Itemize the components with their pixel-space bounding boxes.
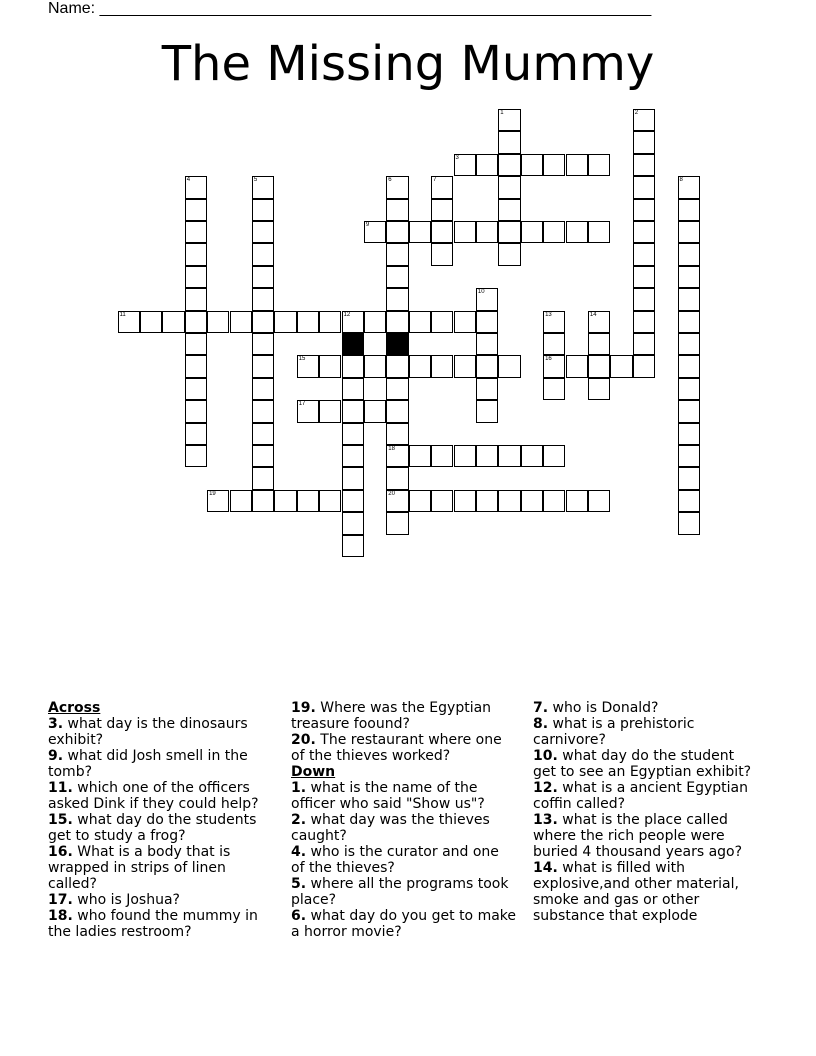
grid-cell[interactable] [431, 176, 453, 198]
grid-cell[interactable] [252, 490, 274, 512]
grid-cell[interactable] [678, 243, 700, 265]
grid-cell[interactable] [185, 333, 207, 355]
clue-number: 8. [533, 716, 549, 732]
clue-item [291, 844, 516, 876]
puzzle-title: The Missing Mummy [161, 36, 655, 92]
grid-cell[interactable] [588, 333, 610, 355]
grid-cell[interactable] [252, 311, 274, 333]
clue-item [533, 812, 758, 860]
clue-number: 14. [533, 860, 558, 876]
grid-cell[interactable] [386, 445, 408, 467]
grid-cell[interactable] [230, 311, 252, 333]
clue-item [291, 700, 516, 732]
grid-cell[interactable] [252, 176, 274, 198]
grid-cell[interactable] [364, 355, 386, 377]
clue-number: 5. [291, 876, 307, 892]
grid-cell[interactable] [476, 490, 498, 512]
grid-cell[interactable] [185, 243, 207, 265]
grid-cell[interactable] [498, 199, 520, 221]
grid-cell[interactable] [364, 400, 386, 422]
grid-cell[interactable] [409, 355, 431, 377]
grid-cell[interactable] [252, 199, 274, 221]
grid-cell[interactable] [678, 333, 700, 355]
grid-cell[interactable] [386, 311, 408, 333]
cell-number: 3 [455, 154, 459, 161]
clue-text: what is the place called where the rich people were buried 4 thousand years ago? [533, 812, 743, 860]
grid-cell[interactable] [498, 154, 520, 176]
grid-cell[interactable] [678, 512, 700, 534]
grid-cell[interactable] [454, 221, 476, 243]
clue-number: 7. [533, 700, 549, 716]
grid-cell[interactable] [543, 221, 565, 243]
grid-cell[interactable] [543, 154, 565, 176]
clue-item [291, 812, 516, 844]
clue-item [533, 700, 758, 716]
grid-cell[interactable] [252, 221, 274, 243]
grid-cell[interactable] [454, 445, 476, 467]
clue-item [48, 844, 273, 892]
grid-cell[interactable] [207, 311, 229, 333]
grid-cell[interactable] [521, 490, 543, 512]
grid-cell[interactable] [297, 490, 319, 512]
grid-cell[interactable] [588, 154, 610, 176]
clue-item [291, 876, 516, 908]
grid-cell[interactable] [678, 355, 700, 377]
grid-cell[interactable] [543, 378, 565, 400]
clue-item [48, 716, 273, 748]
cell-number: 4 [186, 177, 191, 184]
cell-number: 14 [589, 311, 597, 318]
black-cell [386, 333, 408, 355]
grid-cell[interactable] [185, 378, 207, 400]
grid-cell[interactable] [342, 445, 364, 467]
clue-item [48, 908, 273, 940]
grid-cell[interactable] [386, 288, 408, 310]
grid-cell[interactable] [297, 355, 319, 377]
grid-cell[interactable] [386, 490, 408, 512]
clue-number: 6. [291, 908, 307, 924]
grid-cell[interactable] [521, 445, 543, 467]
grid-cell[interactable] [476, 311, 498, 333]
clue-text: which one of the officers asked Dink if they could help? [48, 780, 259, 812]
clue-item [533, 860, 758, 924]
clue-number: 18. [48, 908, 73, 924]
grid-cell[interactable] [431, 199, 453, 221]
grid-cell[interactable] [252, 423, 274, 445]
grid-cell[interactable] [633, 221, 655, 243]
grid-cell[interactable] [678, 400, 700, 422]
grid-cell[interactable] [185, 221, 207, 243]
clue-number: 13. [533, 812, 558, 828]
grid-cell[interactable] [521, 154, 543, 176]
clue-text: who is Donald? [548, 700, 659, 716]
cell-number: 11 [119, 311, 126, 318]
cell-number: 2 [634, 110, 639, 116]
grid-cell[interactable] [409, 221, 431, 243]
grid-cell[interactable] [162, 311, 184, 333]
grid-cell[interactable] [274, 311, 296, 333]
grid-cell[interactable] [543, 311, 565, 333]
grid-cell[interactable] [678, 423, 700, 445]
cell-number: 6 [388, 177, 392, 184]
grid-cell[interactable] [252, 400, 274, 422]
clue-text: what is filled with explosive,and other material, smoke and gas or other substance that explode [533, 860, 739, 924]
clue-number: 16. [48, 844, 73, 860]
cell-number: 9 [365, 222, 370, 228]
clue-item [533, 748, 758, 780]
grid-cell[interactable] [498, 355, 520, 377]
grid-cell[interactable] [588, 378, 610, 400]
name-line: Name: ______________________________________________________________ [48, 0, 652, 17]
clue-number: 2. [291, 812, 307, 828]
grid-cell[interactable] [364, 311, 386, 333]
grid-cell[interactable] [185, 445, 207, 467]
grid-cell[interactable] [185, 176, 207, 198]
grid-cell[interactable] [431, 243, 453, 265]
grid-cell[interactable] [252, 243, 274, 265]
clue-text: who found the mummy in the ladies restroom? [48, 908, 258, 940]
clue-text: who is the curator and one of the thieves? [291, 844, 499, 876]
grid-cell[interactable] [498, 221, 520, 243]
grid-cell[interactable] [386, 423, 408, 445]
cell-number: 18 [388, 446, 395, 452]
cell-number: 12 [343, 311, 351, 318]
grid-cell[interactable] [386, 199, 408, 221]
grid-cell[interactable] [454, 154, 476, 176]
grid-cell[interactable] [498, 131, 520, 153]
grid-cell[interactable] [386, 400, 408, 422]
grid-cell[interactable] [386, 355, 408, 377]
clue-item [291, 908, 516, 940]
clue-text: what is the name of the officer who said "Show us"? [291, 780, 485, 812]
grid-cell[interactable] [386, 378, 408, 400]
grid-cell[interactable] [678, 378, 700, 400]
grid-cell[interactable] [566, 221, 588, 243]
grid-cell[interactable] [207, 490, 229, 512]
grid-cell[interactable] [386, 512, 408, 534]
clue-number: 4. [291, 844, 307, 860]
grid-cell[interactable] [633, 243, 655, 265]
clues-column-1 [48, 700, 273, 940]
grid-cell[interactable] [342, 535, 364, 557]
grid-cell[interactable] [633, 199, 655, 221]
clue-item [533, 780, 758, 812]
clue-text: who is Joshua? [72, 892, 180, 908]
clue-text: Where was the Egyptian treasure foound? [291, 700, 492, 732]
grid-cell[interactable] [566, 490, 588, 512]
grid-cell[interactable] [454, 355, 476, 377]
grid-cell[interactable] [185, 266, 207, 288]
grid-cell[interactable] [588, 221, 610, 243]
down-heading: Down [291, 764, 336, 780]
grid-cell[interactable] [342, 423, 364, 445]
cell-number: 13 [545, 311, 552, 318]
grid-cell[interactable] [342, 490, 364, 512]
grid-cell[interactable] [386, 266, 408, 288]
grid-cell[interactable] [476, 355, 498, 377]
grid-cell[interactable] [610, 355, 632, 377]
cell-number: 8 [679, 177, 683, 184]
grid-cell[interactable] [297, 311, 319, 333]
grid-cell[interactable] [633, 288, 655, 310]
grid-cell[interactable] [140, 311, 162, 333]
grid-cell[interactable] [342, 400, 364, 422]
grid-cell[interactable] [476, 445, 498, 467]
clue-item [291, 780, 516, 812]
grid-cell[interactable] [633, 176, 655, 198]
grid-cell[interactable] [476, 400, 498, 422]
across-heading: Across [48, 700, 101, 716]
clue-number: 3. [48, 716, 64, 732]
grid-cell[interactable] [409, 311, 431, 333]
clue-text: what is a prehistoric carnivore? [533, 716, 695, 748]
grid-cell[interactable] [386, 243, 408, 265]
grid-cell[interactable] [476, 221, 498, 243]
grid-cell[interactable] [409, 490, 431, 512]
clue-number: 1. [291, 780, 307, 796]
grid-cell[interactable] [386, 467, 408, 489]
grid-cell[interactable] [476, 154, 498, 176]
grid-cell[interactable] [319, 490, 341, 512]
grid-cell[interactable] [588, 490, 610, 512]
cell-number: 17 [298, 401, 306, 408]
grid-cell[interactable] [678, 311, 700, 333]
grid-cell[interactable] [431, 355, 453, 377]
grid-cell[interactable] [476, 288, 498, 310]
grid-cell[interactable] [252, 378, 274, 400]
grid-cell[interactable] [185, 199, 207, 221]
grid-cell[interactable] [678, 221, 700, 243]
grid-cell[interactable] [342, 378, 364, 400]
grid-cell[interactable] [252, 266, 274, 288]
grid-cell[interactable] [633, 311, 655, 333]
grid-cell[interactable] [431, 445, 453, 467]
grid-cell[interactable] [431, 311, 453, 333]
clue-number: 10. [533, 748, 558, 764]
grid-cell[interactable] [319, 400, 341, 422]
clue-text: what day was the thieves caught? [291, 812, 490, 844]
grid-cell[interactable] [521, 221, 543, 243]
grid-cell[interactable] [678, 445, 700, 467]
grid-cell[interactable] [498, 109, 520, 131]
grid-cell[interactable] [274, 490, 296, 512]
cell-number: 20 [388, 490, 395, 497]
grid-cell[interactable] [678, 288, 700, 310]
grid-cell[interactable] [543, 445, 565, 467]
grid-cell[interactable] [118, 311, 140, 333]
clue-number: 17. [48, 892, 73, 908]
cell-number: 16 [545, 356, 552, 363]
clue-text: what day do the students get to study a frog? [48, 812, 257, 844]
grid-cell[interactable] [633, 131, 655, 153]
grid-cell[interactable] [543, 333, 565, 355]
grid-cell[interactable] [454, 490, 476, 512]
grid-cell[interactable] [342, 355, 364, 377]
grid-cell[interactable] [633, 266, 655, 288]
grid-cell[interactable] [230, 490, 252, 512]
clue-number: 19. [291, 700, 316, 716]
grid-cell[interactable] [364, 221, 386, 243]
grid-cell[interactable] [498, 176, 520, 198]
grid-cell[interactable] [588, 311, 610, 333]
grid-cell[interactable] [498, 243, 520, 265]
grid-cell[interactable] [476, 378, 498, 400]
clue-text: what did Josh smell in the tomb? [48, 748, 248, 780]
grid-cell[interactable] [633, 355, 655, 377]
cell-number: 7 [433, 177, 437, 184]
cell-number: 15 [298, 356, 306, 363]
grid-cell[interactable] [252, 445, 274, 467]
clues-column-3 [533, 700, 758, 924]
grid-cell[interactable] [409, 445, 431, 467]
grid-cell[interactable] [678, 199, 700, 221]
grid-cell[interactable] [252, 333, 274, 355]
grid-cell[interactable] [633, 154, 655, 176]
grid-cell[interactable] [588, 355, 610, 377]
clue-text: What is a body that is wrapped in strips of linen called? [48, 844, 231, 892]
grid-cell[interactable] [454, 311, 476, 333]
clue-item [533, 716, 758, 748]
cell-number: 10 [477, 289, 485, 296]
grid-cell[interactable] [566, 154, 588, 176]
clue-text: what day is the dinosaurs exhibit? [48, 716, 248, 748]
grid-cell[interactable] [252, 355, 274, 377]
grid-cell[interactable] [319, 311, 341, 333]
grid-cell[interactable] [185, 423, 207, 445]
grid-cell[interactable] [252, 467, 274, 489]
clue-number: 9. [48, 748, 64, 764]
grid-cell[interactable] [566, 355, 588, 377]
grid-cell[interactable] [633, 333, 655, 355]
cell-number: 19 [209, 490, 216, 497]
grid-cell[interactable] [252, 288, 274, 310]
clue-item [48, 812, 273, 844]
grid-cell[interactable] [185, 355, 207, 377]
clues-column-2 [291, 700, 516, 940]
clue-item [291, 732, 516, 764]
clue-item [48, 748, 273, 780]
grid-cell[interactable] [342, 311, 364, 333]
grid-cell[interactable] [342, 512, 364, 534]
grid-cell[interactable] [386, 221, 408, 243]
clue-number: 12. [533, 780, 558, 796]
clue-text: where all the programs took place? [291, 876, 509, 908]
clue-item [48, 892, 273, 908]
clue-number: 15. [48, 812, 73, 828]
grid-cell[interactable] [543, 490, 565, 512]
clue-number: 11. [48, 780, 73, 796]
grid-cell[interactable] [678, 176, 700, 198]
clue-item [48, 780, 273, 812]
grid-cell[interactable] [431, 221, 453, 243]
grid-cell[interactable] [498, 490, 520, 512]
grid-cell[interactable] [342, 467, 364, 489]
clue-text: The restaurant where one of the thieves worked? [291, 732, 502, 764]
grid-cell[interactable] [678, 490, 700, 512]
grid-cell[interactable] [476, 333, 498, 355]
grid-cell[interactable] [319, 355, 341, 377]
grid-cell[interactable] [297, 400, 319, 422]
black-cell [342, 333, 364, 355]
cell-number: 5 [253, 177, 258, 184]
grid-cell[interactable] [678, 467, 700, 489]
grid-cell[interactable] [633, 109, 655, 131]
grid-cell[interactable] [498, 445, 520, 467]
grid-cell[interactable] [185, 311, 207, 333]
grid-cell[interactable] [431, 490, 453, 512]
clue-text: what day do the student get to see an Egyptian exhibit? [533, 748, 752, 780]
clue-number: 20. [291, 732, 316, 748]
clue-text: what day do you get to make a horror movie? [291, 908, 517, 940]
grid-cell[interactable] [678, 266, 700, 288]
grid-cell[interactable] [543, 355, 565, 377]
grid-cell[interactable] [386, 176, 408, 198]
clue-text: what is a ancient Egyptian coffin called? [533, 780, 748, 812]
cell-number: 1 [500, 110, 504, 116]
grid-cell[interactable] [185, 288, 207, 310]
grid-cell[interactable] [185, 400, 207, 422]
